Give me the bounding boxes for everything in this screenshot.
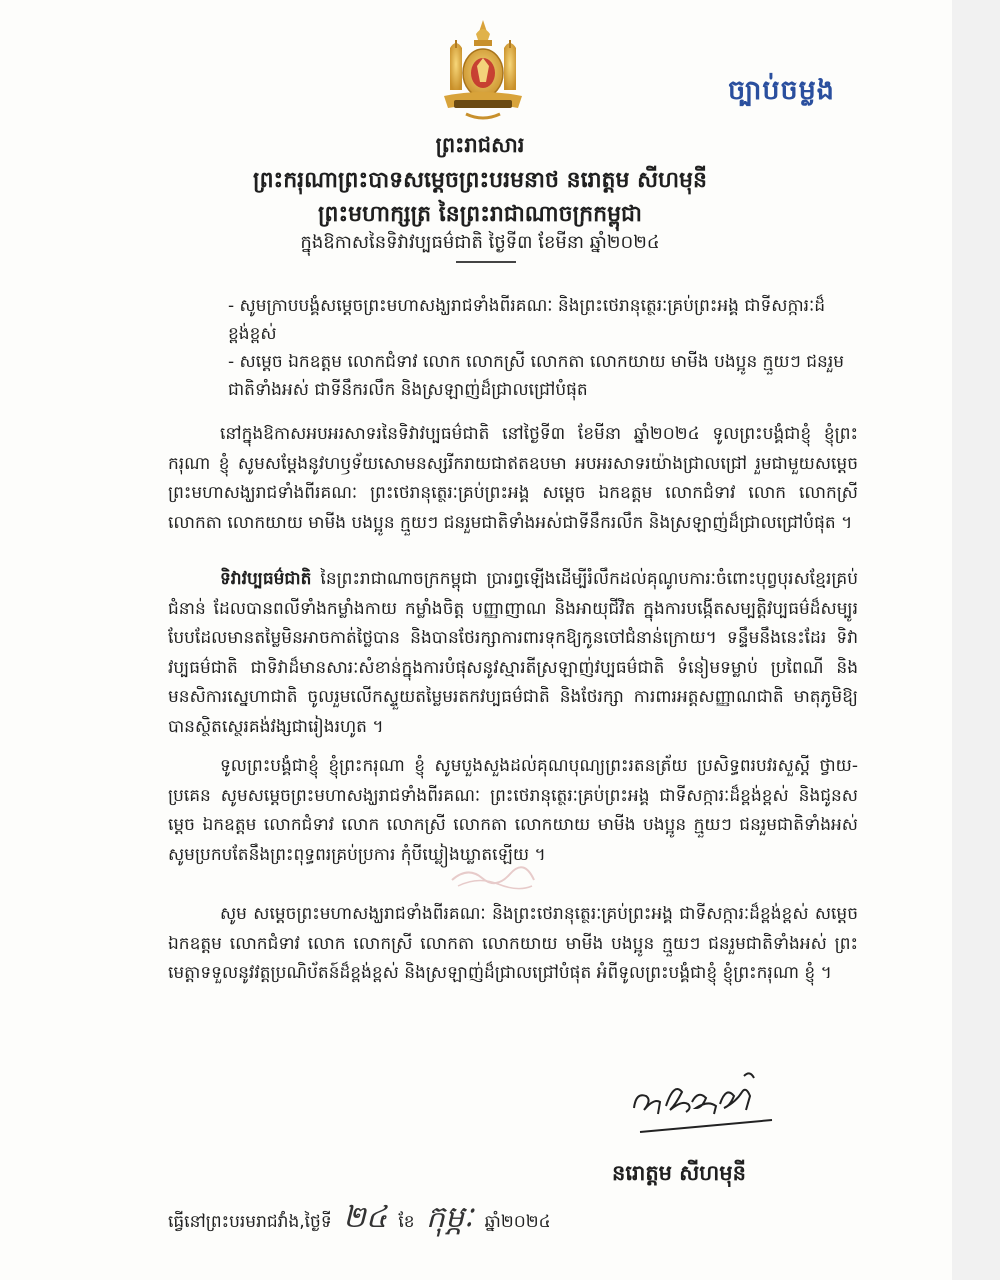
body-paragraph-1: នៅក្នុងឱកាសអបអរសាទរនៃទិវាវប្បធម៌ជាតិ នៅថ្ងៃទី៣ ខែមីនា ឆ្នាំ២០២៤ ទូលព្រះបង្គំជាខ្ញុំ ខ្ញុំព្រះករុណា ខ្ញុំ សូមសម្តែងនូវហឫទ័យសោមនស្សរីករាយជាឥតឧបមា អបអរសាទរយ៉ាងជ្រាលជ្រៅ រួមជាមួយសម្តេចព្រះមហាសង្ឃរាជទាំងពីរគណៈ ព្រះថេរានុត្ថេរៈគ្រប់ព្រះអង្គ សម្តេច ឯកឧត្តម លោកជំទាវ លោក លោកស្រី លោកតា លោកយាយ មាមីង បងប្អូន ក្មួយៗ ជនរួមជាតិទាំងអស់ជាទីនឹករលឹក និងស្រឡាញ់ដ៏ជ្រាលជ្រៅបំផុត ។	[168, 424, 858, 533]
occasion-line: ក្នុងឱកាសនៃទិវាវប្បធម៌ជាតិ ថ្ងៃទី៣ ខែមីនា ឆ្នាំ២០២៤	[300, 232, 660, 253]
sender-title: ព្រះមហាក្សត្រ នៃព្រះរាជាណាចក្រកម្ពុជា	[317, 202, 643, 227]
ink-smudge	[448, 860, 538, 894]
month-label: ខែ	[398, 1212, 415, 1232]
handwritten-signature	[626, 1062, 776, 1142]
recipient-item: - សម្តេច ឯកឧត្តម លោកជំទាវ លោក លោកស្រី លោកតា លោកយាយ មាមីង បងប្អូន ក្មួយៗ ជនរួមជាតិទាំងអស់ ជាទីនឹករលឹក និងស្រឡាញ់ដ៏ជ្រាលជ្រៅបំផុត	[228, 352, 845, 400]
body-paragraph-3: ទូលព្រះបង្គំជាខ្ញុំ ខ្ញុំព្រះករុណា ខ្ញុំ សូមបួងសួងដល់គុណបុណ្យព្រះរតនត្រ័យ ប្រសិទ្ធពរបវរសួស្តី ថ្វាយ-ប្រគេន សូមសម្តេចព្រះមហាសង្ឃរាជទាំងពីរគណៈ ព្រះថេរានុត្ថេរៈគ្រប់ព្រះអង្គ ជាទីសក្ការៈដ៏ខ្ពង់ខ្ពស់ និងជូនសម្តេច ឯកឧត្តម លោកជំទាវ លោក លោកស្រី លោកតា លោកយាយ មាមីង បងប្អូន ក្មួយៗ ជនរួមជាតិទាំងអស់ សូមប្រកបតែនឹងព្រះពុទ្ធពរគ្រប់ប្រការ កុំបីឃ្លៀងឃ្លាតឡើយ ។	[168, 756, 858, 865]
date-year: ឆ្នាំ២០២៤	[484, 1212, 551, 1232]
recipient-item: - សូមក្រាបបង្គំសម្តេចព្រះមហាសង្ឃរាជទាំងពីរគណៈ និងព្រះថេរានុត្ថេរៈគ្រប់ព្រះអង្គ ជាទីសក្ការៈដ៏ខ្ពង់ខ្ពស់	[228, 296, 826, 344]
document-title: ព្រះរាជសារ	[435, 133, 525, 157]
sender-name: ព្រះករុណាព្រះបាទសម្តេចព្រះបរមនាថ នរោត្តម សីហមុនី	[253, 168, 707, 193]
date-line	[168, 1198, 551, 1242]
title-divider	[456, 261, 516, 263]
date-day-handwritten: ២៤	[343, 1200, 387, 1235]
date-prefix: ធ្វើនៅព្រះបរមរាជវាំង,ថ្ងៃទី	[168, 1212, 332, 1232]
paragraph-text: នៃព្រះរាជាណាចក្រកម្ពុជា ប្រារព្ធឡើងដើម្បីរំលឹកដល់គុណូបការៈចំពោះបុព្វបុរសខ្មែរគ្រប់ជំនាន់ ដែលបានពលីទាំងកម្លាំងកាយ កម្លាំងចិត្ត បញ្ញាញាណ និងអាយុជីវិត ក្នុងការបង្កើតសម្បត្តិវប្បធម៌ដ៏សម្បូរបែបដែលមានតម្លៃមិនអាចកាត់ថ្លៃបាន និងបានថែរក្សាការពារទុកឱ្យកូនចៅជំនាន់ក្រោយ។ ទន្ទឹមនឹងនេះដែរ ទិវាវប្បធម៌ជាតិ ជាទិវាដ៏មានសារៈសំខាន់ក្នុងការបំផុសនូវស្មារតីស្រឡាញ់វប្បធម៌ជាតិ ទំនៀមទម្លាប់ ប្រពៃណី និងមនសិការស្នេហាជាតិ ចូលរួមលើកស្ទួយតម្លៃមរតកវប្បធម៌ជាតិ និងថែរក្សា ការពារអត្តសញ្ញាណជាតិ មាតុភូមិឱ្យបានស្ថិតស្ថេរគង់វង្សជារៀងរហូត ។	[168, 569, 858, 737]
royal-coat-of-arms-icon	[436, 18, 530, 124]
body-paragraph-2	[168, 565, 858, 742]
page-edge-shadow	[952, 0, 1000, 1280]
paragraph-lead-term: ទិវាវប្បធម៌ជាតិ	[220, 569, 312, 589]
date-month-handwritten: កុម្ភៈ	[425, 1200, 474, 1235]
signer-name: នរោត្តម សីហមុនី	[612, 1161, 746, 1185]
body-paragraph-4: សូម សម្តេចព្រះមហាសង្ឃរាជទាំងពីរគណៈ និងព្រះថេរានុត្ថេរៈគ្រប់ព្រះអង្គ ជាទីសក្ការៈដ៏ខ្ពង់ខ្ពស់ សម្តេច ឯកឧត្តម លោកជំទាវ លោក លោកស្រី លោកតា លោកយាយ មាមីង បងប្អូន ក្មួយៗ ជនរួមជាតិទាំងអស់ ព្រះមេត្តាទទួលនូវវត្តប្រណិប័តន៍ដ៏ខ្ពង់ខ្ពស់ និងស្រឡាញ់ដ៏ជ្រាលជ្រៅបំផុត អំពីទូលព្រះបង្គំជាខ្ញុំ ខ្ញុំព្រះករុណា ខ្ញុំ ។	[168, 904, 858, 983]
copy-stamp: ច្បាប់ចម្លង	[728, 75, 835, 106]
